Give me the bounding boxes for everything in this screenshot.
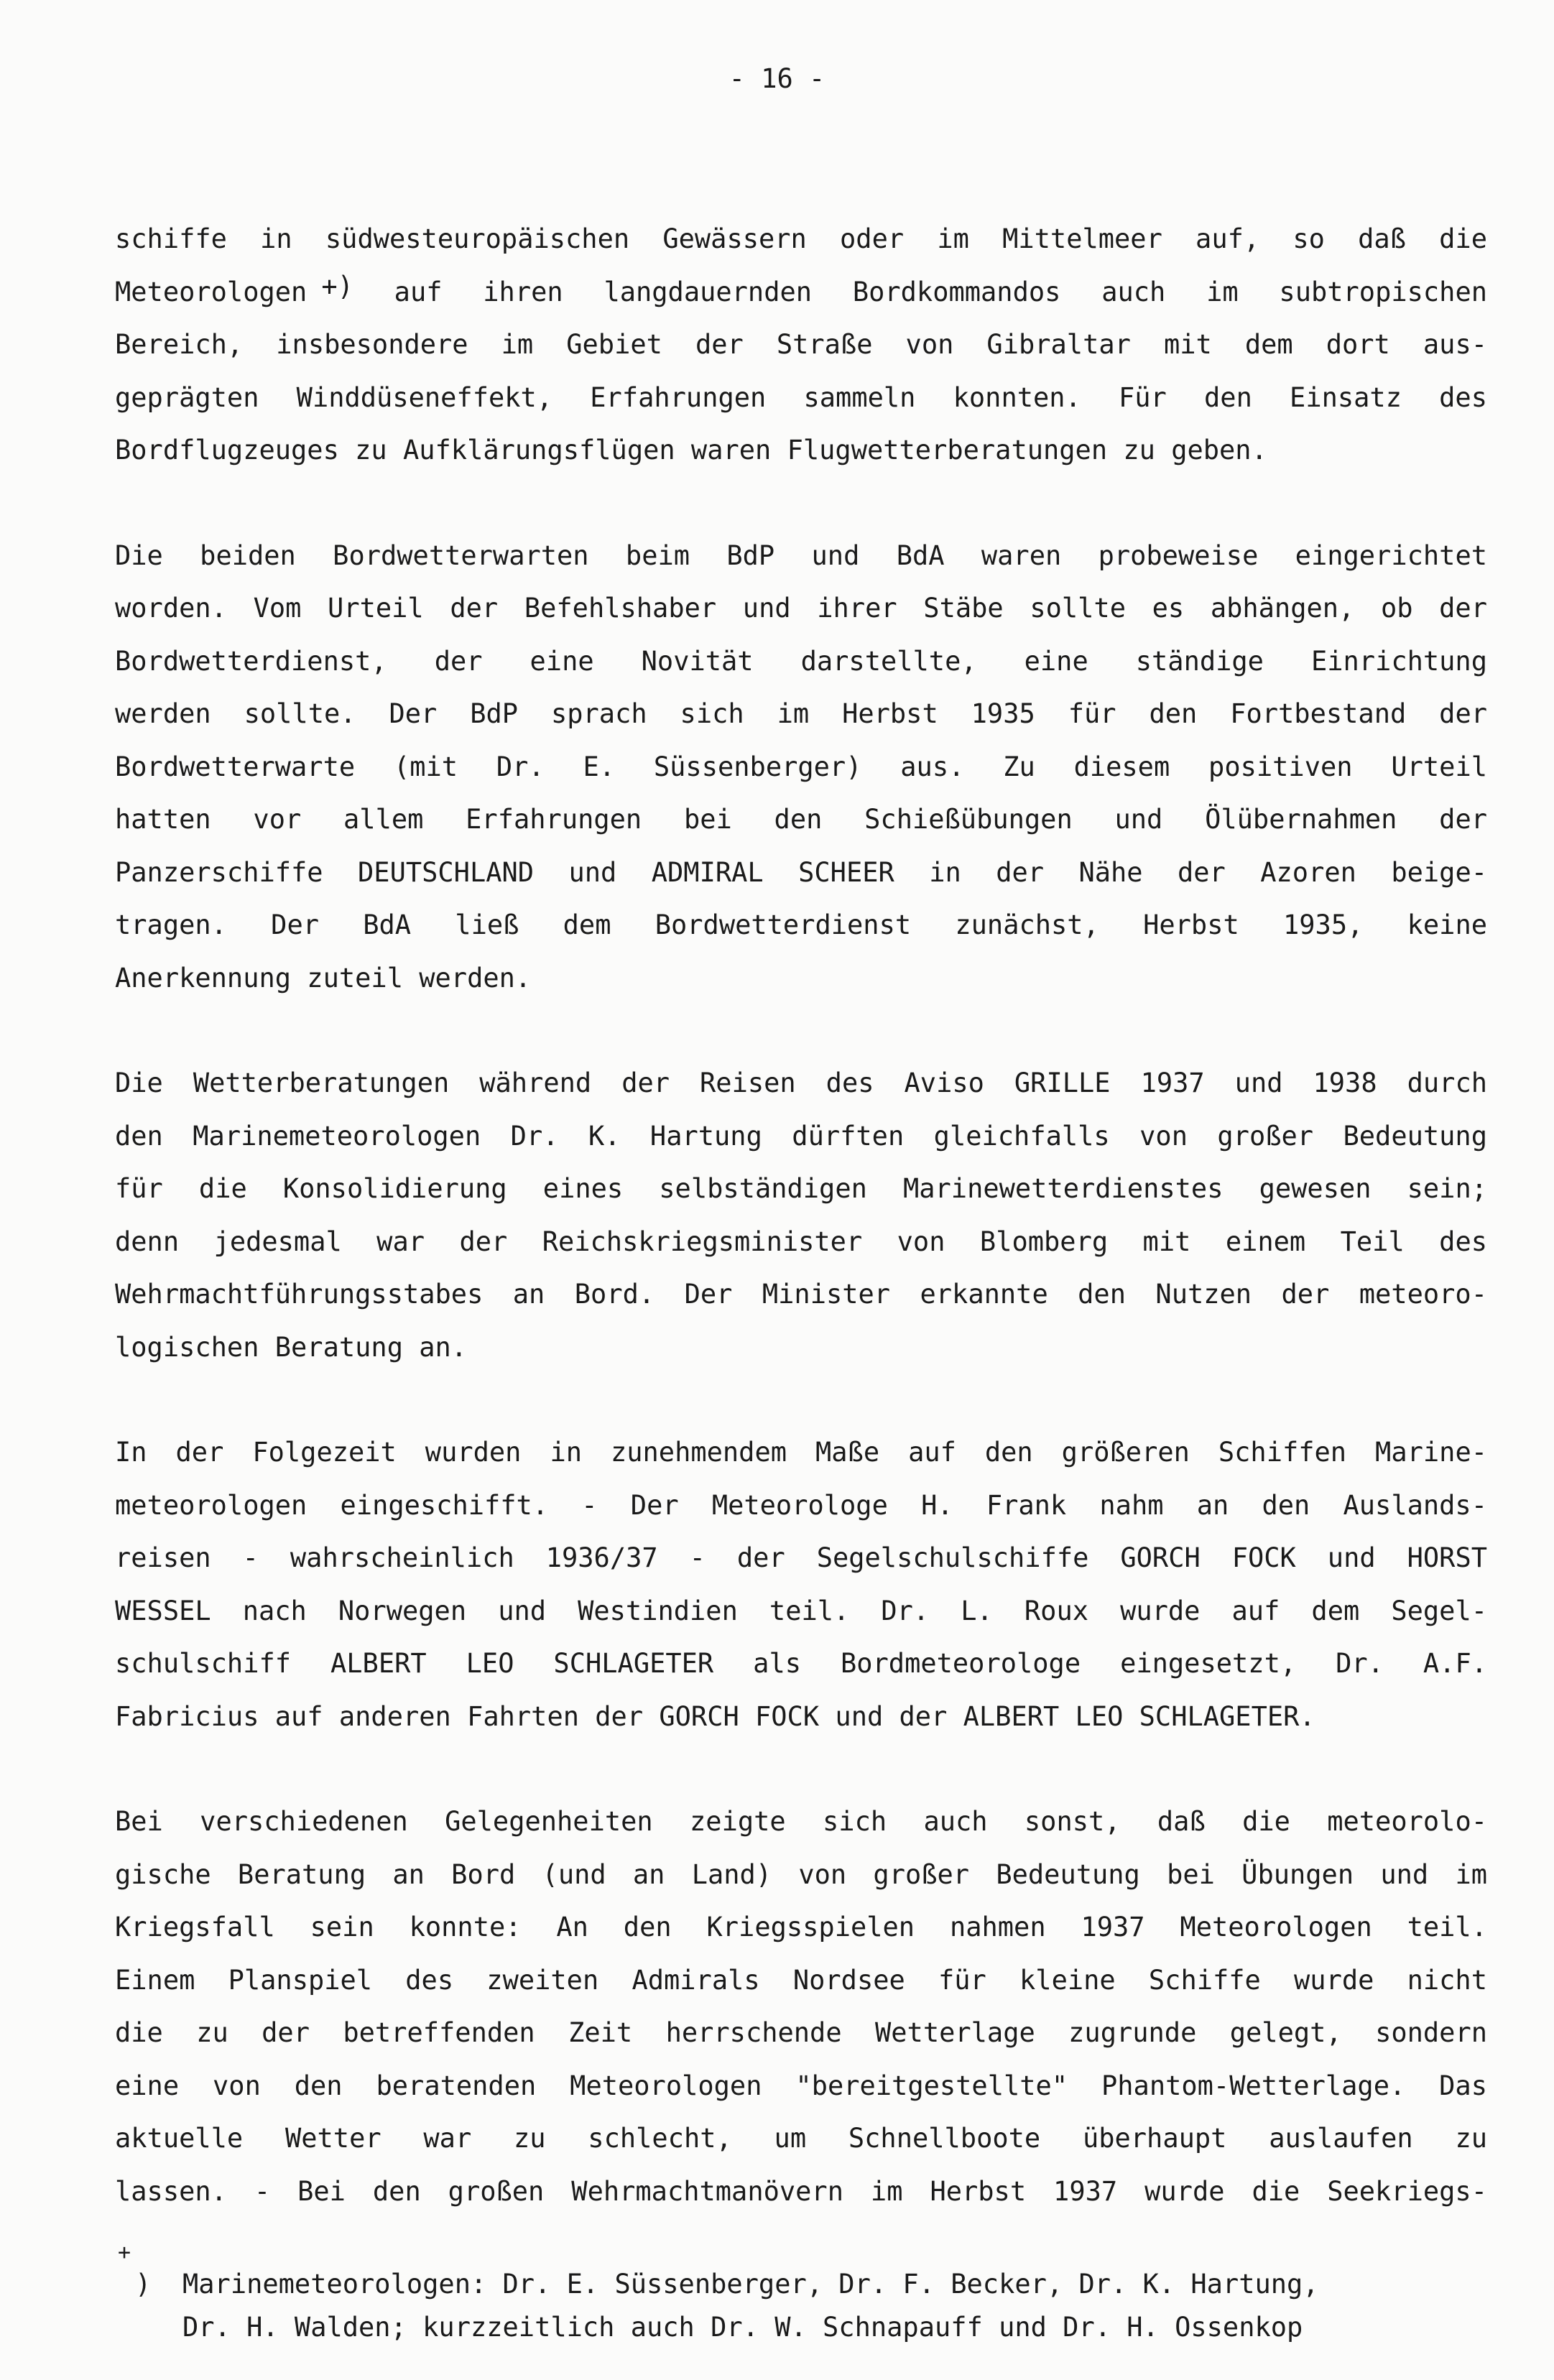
text-line: In der Folgezeit wurden in zunehmendem Maße auf den größeren Schiffen Marine- [115,1437,1487,1468]
text-line: Die Wetterberatungen während der Reisen des Aviso GRILLE 1937 und 1938 durch [115,1068,1487,1098]
text-line: den Marinemeteorologen Dr. K. Hartung dürften gleichfalls von großer Bedeutung [115,1120,1487,1152]
text-line: tragen. Der BdA ließ dem Bordwetterdienst zunächst, Herbst 1935, keine [115,909,1487,940]
footnote [115,2240,1487,2349]
text-line: denn jedesmal war der Reichskriegsminister von Blomberg mit einem Teil des [115,1226,1487,1257]
text-line: hatten vor allem Erfahrungen bei den Schießübungen und Ölübernahmen der [115,804,1487,835]
footnote-line-2 [115,2306,1487,2349]
text-line: Bordwetterwarte (mit Dr. E. Süssenberger) aus. Zu diesem positiven Urteil [115,751,1487,782]
page-number: - 16 - [729,63,825,94]
footnote-line-1 [115,2240,1487,2306]
text-line: Kriegsfall sein konnte: An den Kriegsspielen nahmen 1937 Meteorologen teil. [115,1912,1487,1943]
text-line: aktuelle Wetter war zu schlecht, um Schnellboote überhaupt auslaufen zu [115,2123,1487,2154]
text-line: die zu der betreffenden Zeit herrschende Wetterlage zugrunde gelegt, sondern [115,2017,1487,2048]
text-line: Einem Planspiel des zweiten Admirals Nordsee für kleine Schiffe wurde nicht [115,1964,1487,1996]
footnote-text: Marinemeteorologen: Dr. E. Süssenberger, Dr. F. Becker, Dr. K. Hartung, [182,2269,1319,2300]
text-line: Bordflugzeuges zu Aufklärungsflügen waren Flugwetterberatungen zu geben. [115,435,1267,466]
text-line: Anerkennung zuteil werden. [115,962,532,994]
text-line: eine von den beratenden Meteorologen "bereitgestellte" Phantom-Wetterlage. Das [115,2070,1487,2101]
text-line: lassen. - Bei den großen Wehrmachtmanövern im Herbst 1937 wurde die Seekriegs- [115,2175,1487,2207]
text-line: Fabricius auf anderen Fahrten der GORCH FOCK und der ALBERT LEO SCHLAGETER. [115,1700,1315,1732]
text-line: worden. Vom Urteil der Befehlshaber und ihrer Stäbe sollte es abhängen, ob der [115,593,1487,624]
footnote-text: Dr. H. Walden; kurzzeitlich auch Dr. W. Schnapauff und Dr. H. Ossenkop [182,2312,1303,2343]
text-line: reisen - wahrscheinlich 1936/37 - der Segelschulschiffe GORCH FOCK und HORST [115,1542,1487,1573]
text-line: Wehrmachtführungsstabes an Bord. Der Minister erkannte den Nutzen der meteoro- [115,1279,1487,1310]
paragraph-4 [115,1426,1487,1743]
text-line: WESSEL nach Norwegen und Westindien teil. Dr. L. Roux wurde auf dem Segel- [115,1595,1487,1626]
body-text [115,213,1487,2218]
text-fragment: Meteorologen [115,276,307,307]
text-line: Bei verschiedenen Gelegenheiten zeigte sich auch sonst, daß die meteorolo- [115,1806,1487,1837]
footnote-marker: + ) [115,2263,182,2306]
text-fragment: auf ihren langdauernden Bordkommandos auch im subtropischen [394,276,1488,307]
text-line: Bereich, insbesondere im Gebiet der Straße von Gibraltar mit dem dort aus- [115,329,1487,360]
text-line: meteorologen eingeschifft. - Der Meteorologe H. Frank nahm an den Auslands- [115,1489,1487,1521]
text-line-with-footnote-ref: Meteorologen +) auf ihren langdauernden Bordkommandos auch im subtropischen [115,270,1488,307]
paragraph-1 [115,213,1487,477]
text-line: Panzerschiffe DEUTSCHLAND und ADMIRAL SCHEER in der Nähe der Azoren beige- [115,856,1487,888]
paragraph-5 [115,1795,1487,2218]
footnote-marker-paren: ) [135,2269,152,2300]
paragraph-3 [115,1057,1487,1374]
text-line: gische Beratung an Bord (und an Land) von großer Bedeutung bei Übungen und im [115,1858,1487,1890]
text-line: für die Konsolidierung eines selbständigen Marinewetterdienstes gewesen sein; [115,1173,1487,1204]
text-line: werden sollte. Der BdP sprach sich im Herbst 1935 für den Fortbestand der [115,698,1487,729]
text-line: geprägten Winddüseneffekt, Erfahrungen sammeln konnten. Für den Einsatz des [115,381,1487,413]
text-line: schulschiff ALBERT LEO SCHLAGETER als Bordmeteorologe eingesetzt, Dr. A.F. [115,1648,1487,1679]
text-line: Bordwetterdienst, der eine Novität darstellte, eine ständige Einrichtung [115,645,1487,677]
text-line: schiffe in südwesteuropäischen Gewässern oder im Mittelmeer auf, so daß die [115,223,1487,254]
text-line: Die beiden Bordwetterwarten beim BdP und BdA waren probeweise eingerichtet [115,540,1487,571]
text-line: logischen Beratung an. [115,1331,468,1363]
paragraph-2 [115,529,1487,1005]
